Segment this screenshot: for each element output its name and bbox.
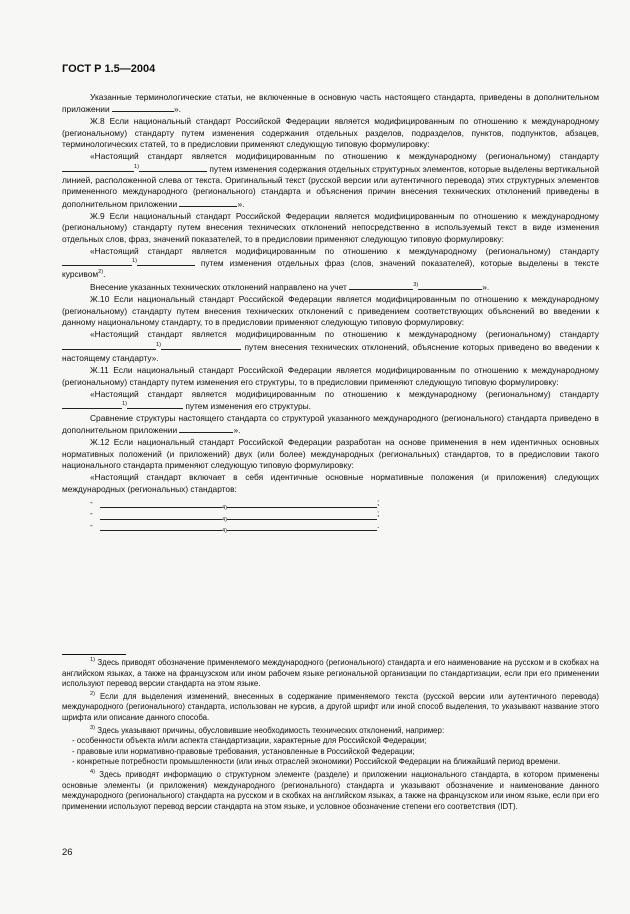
blank-line xyxy=(227,499,377,508)
blank-line xyxy=(161,341,241,350)
blank-line xyxy=(227,522,377,531)
footnote-ref: 3) xyxy=(413,282,419,289)
paragraph-comparison: Сравнение структуры настоящего стандарта со структурой указанного международного (регионального) стандарта приведено в дополнительном приложении ». xyxy=(62,412,599,436)
blank-line xyxy=(418,281,482,290)
paragraph-zh9: Ж.9 Если национальный стандарт Российской Федерации является модифицированным по отношению к международному (региональному) стандарту путем внесения технических отклонений непосредственно в используемый текст в виде изменения отдельных слов, фраз, значений показателей, то в предисловии применяют следующую типовую формулировку: xyxy=(62,210,599,244)
footnote-ref: 2) xyxy=(98,269,104,276)
footnotes xyxy=(62,658,599,814)
quote-zh11: «Настоящий стандарт является модифицированным по отношению к международному (региональному) стандарту $^{1)}$ путем изменения его структуры. xyxy=(62,389,599,413)
blank-line xyxy=(62,163,134,172)
quote-zh9: «Настоящий стандарт является модифицированным по отношению к международному (региональному) стандарту $^{1)}$ путем изменения отдельных фраз (слов, значений показателей), которые выделены в тексте курсивом$^{2)}$. xyxy=(62,245,600,280)
list-item: - 4) ; xyxy=(90,508,380,523)
blank-line xyxy=(62,341,156,350)
footnote-3: $^{3)}$ Здесь указывают причины, обусловившие необходимость технических отклонений, например: xyxy=(90,724,445,735)
blank-line xyxy=(179,424,233,433)
standards-list xyxy=(90,496,599,535)
footnote-ref: 1) xyxy=(132,258,137,265)
footnote-ref: 1) xyxy=(134,163,139,170)
footnote-3-item: - конкретные потребности промышленности (или иных отраслей экономики) Российской Федерации на ближайший период времени. xyxy=(72,757,561,767)
footnote-2: $^{2)}$ Если для выделения изменений, внесенных в содержание применяемого текста (русской версии или аутентичного перевода) международного (регионального) стандарта, использован не курсив, а другой шрифт или иной способ выделения, то указывают название этого шрифта или описание данного способа. xyxy=(62,690,599,722)
blank-line xyxy=(137,257,195,266)
footnote-3-item: - правовые или нормативно-правовые требования, установленные в Российской Федерации; xyxy=(72,746,415,756)
blank-line xyxy=(62,400,122,409)
document-body xyxy=(62,92,600,535)
quote-zh8: «Настоящий стандарт является модифицированным по отношению к международному (региональному) стандарту $^{1)}$ путем изменения содержания отдельных структурных элементов, которые выделены вертикальной линией, расположенной слева от текста. Оригинальный текст (русской версии или аутентичного перевода) этих структурных элементов примененного международного (регионального) стандарта и объяснения причин внесения технических отклонений приведены в дополнительном приложении ». xyxy=(62,151,599,209)
paragraph-zh8: Ж.8 Если национальный стандарт Российской Федерации является модифицированным по отношению к международному (региональному) стандарту путем изменения содержания отдельных разделов, подразделов, пунктов, подпунктов, абзацев, терминологических статей, то в предисловии применяют следующую типовую формулировку: xyxy=(62,116,599,150)
footnote-4: $^{4)}$ Здесь приводят информацию о структурном элементе (разделе) и приложении национального стандарта, в котором применены основные элементы (и приложения) международного (регионального) стандарта и указывают обозначение и наименование данного международного (регионального) стандарта на русском и в скобках на английском языках, а также на французском или ином языке, если при его применении используют перевод версии стандарта на этом языке, и условное обозначение степени его соответствия (IDT). xyxy=(62,768,599,811)
quote-zh12: «Настоящий стандарт включает в себя идентичные основные нормативные положения (и приложения) следующих международных (региональных) стандартов: xyxy=(62,472,599,494)
blank-line xyxy=(349,281,413,290)
paragraph-zh10: Ж.10 Если национальный стандарт Российской Федерации является модифицированным по отношению к международному (региональному) стандарту путем внесения технических отклонений с приведением соответствующих объяснений во введении к данному национальному стандарту, то в предисловии применяют следующую типовую формулировку: xyxy=(62,294,599,328)
blank-line xyxy=(100,522,222,531)
blank-line xyxy=(100,511,222,520)
blank-line xyxy=(100,499,222,508)
list-item: - 4) ; xyxy=(90,496,380,512)
list-item: - 4) . xyxy=(90,519,380,535)
blank-line xyxy=(127,400,183,409)
paragraph-zh11: Ж.11 Если национальный стандарт Российской Федерации является модифицированным по отношению к международному (региональному) стандарту путем изменения его структуры, то в предисловии применяют следующую типовую формулировку: xyxy=(62,365,599,387)
footnote-separator xyxy=(62,654,126,655)
page-header-standard: ГОСТ Р 1.5—2004 xyxy=(62,63,156,75)
page-number: 26 xyxy=(62,847,73,858)
blank-line xyxy=(179,198,237,207)
footnote-3-item: - особенности объекта и/или аспекта стандартизации, характерные для Российской Федерации; xyxy=(72,736,427,746)
quote-zh10: «Настоящий стандарт является модифицированным по отношению к международному (региональному) стандарту $^{1)}$ путем внесения технических отклонений, объяснение которых приведено во введении к настоящему стандарту». xyxy=(62,329,600,364)
blank-line xyxy=(62,257,132,266)
paragraph-deviations: Внесение указанных технических отклонений направлено на учет $^{3)}$ ». xyxy=(90,282,490,293)
blank-line xyxy=(227,511,377,520)
blank-line xyxy=(139,163,207,172)
paragraph-zh12: Ж.12 Если национальный стандарт Российской Федерации разработан на основе применения в нем идентичных основных нормативных положений (и приложений) двух (или более) международных (региональных) стандартов, то в предисловии такого национального стандарта применяют следующую типовую формулировку: xyxy=(62,437,599,471)
footnote-ref: 1) xyxy=(122,400,127,407)
paragraph: Указанные терминологические статьи, не включенные в основную часть настоящего стандарта, приведены в дополнительном приложении ». xyxy=(62,92,599,115)
footnote-ref: 1) xyxy=(156,341,161,348)
blank-line xyxy=(112,103,174,112)
footnote-1: $^{1)}$ Здесь приводят обозначение применяемого международного (регионального) стандарта и его наименование на русском и в скобках на английском языках, а также на французском или ином рабочем языке региональной организации по стандартизации, если при его применении используют перевод версии стандарта на этом языке. xyxy=(62,657,599,689)
